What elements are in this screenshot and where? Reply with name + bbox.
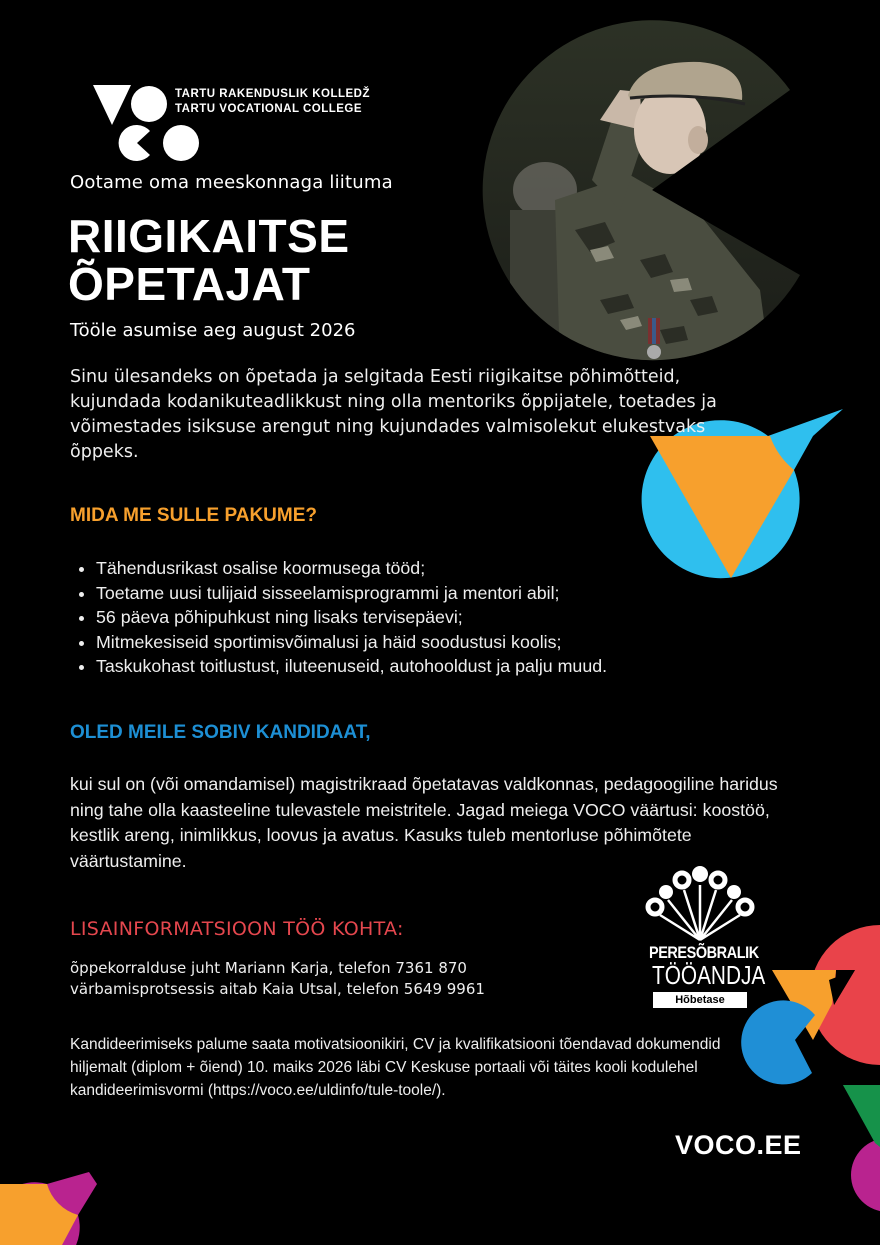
title-line-2: ÕPETAJAT <box>68 258 311 310</box>
magenta-circle-right <box>851 1138 880 1212</box>
offers-heading: MIDA ME SULLE PAKUME? <box>70 505 317 526</box>
title-line-1: RIIGIKAITSE <box>68 210 350 262</box>
soldier-photo <box>480 15 820 365</box>
page-title <box>68 212 350 308</box>
contact-2: värbamisprotsessis aitab Kaia Utsal, telefon 5649 9961 <box>70 980 485 998</box>
list-item: • Tähendusrikast osalise koormusega tööd; <box>96 556 607 581</box>
lead-text: Ootame oma meeskonnaga liituma <box>70 172 393 193</box>
candidate-paragraph: kui sul on (või omandamisel) magistrikraad õpetatavas valdkonnas, pedagoogiline haridus ning tahe olla kaasteeline tulevastele meistritele. Jagad meiega VOCO väärtusi: koostöö, kestlik areng, inimlikkus, loovus ja avatus. Kasuks tuleb mentorluse põhimõtete väärtustamine. <box>70 774 778 871</box>
candidate-heading: OLED MEILE SOBIV KANDIDAAT, <box>70 722 371 743</box>
intro-paragraph: Sinu ülesandeks on õpetada ja selgitada Eesti riigikaitse põhimõtteid, kujundada kodanikuteadlikkust ning olla mentoriks õppijatele, toetades ja võimestades isiksuse arengut ning kujundades valmisolekut elukestvaks õppeks. <box>70 367 717 462</box>
application-instructions: Kandideerimiseks palume saata motivatsioonikiri, CV ja kvalifikatsiooni tõendavad dokumendid hiljemalt (diplom + õiend) 10. maiks 2026 läbi CV Keskuse portaali või täites kooli kodulehel kandideerimisvormi (https://voco.ee/uldinfo/tule-toole/). <box>70 1036 721 1099</box>
start-date: Tööle asumise aeg august 2026 <box>70 320 356 341</box>
offers-list <box>72 556 607 679</box>
website-link[interactable]: VOCO.EE <box>675 1130 802 1160</box>
contact-info <box>70 958 485 1000</box>
college-name-en: TARTU VOCATIONAL COLLEGE <box>175 103 363 115</box>
family-friendly-employer-badge <box>640 860 766 1008</box>
badge-level: Hõbetase <box>653 992 747 1008</box>
badge-line-1: PERESÕBRALIK <box>649 943 759 962</box>
list-item: • Toetame uusi tulijaid sisseelamisprogrammi ja mentori abil; <box>96 581 607 606</box>
list-item: • Mitmekesiseid sportimisvõimalusi ja häid soodustusi koolis; <box>96 630 607 655</box>
list-item: • 56 päeva põhipuhkust ning lisaks tervisepäevi; <box>96 605 607 630</box>
badge-line-2: TÖÖANDJA <box>652 960 766 990</box>
college-name <box>175 87 370 117</box>
contact-1: õppekorralduse juht Mariann Karja, telefon 7361 870 <box>70 959 467 977</box>
blue-pacman-shape <box>741 1000 815 1084</box>
college-name-et: TARTU RAKENDUSLIK KOLLEDŽ <box>175 88 370 100</box>
list-item: • Taskukohast toitlustust, iluteenuseid, autohooldust ja palju muud. <box>96 654 607 679</box>
info-heading: LISAINFORMATSIOON TÖÖ KOHTA: <box>70 918 404 940</box>
